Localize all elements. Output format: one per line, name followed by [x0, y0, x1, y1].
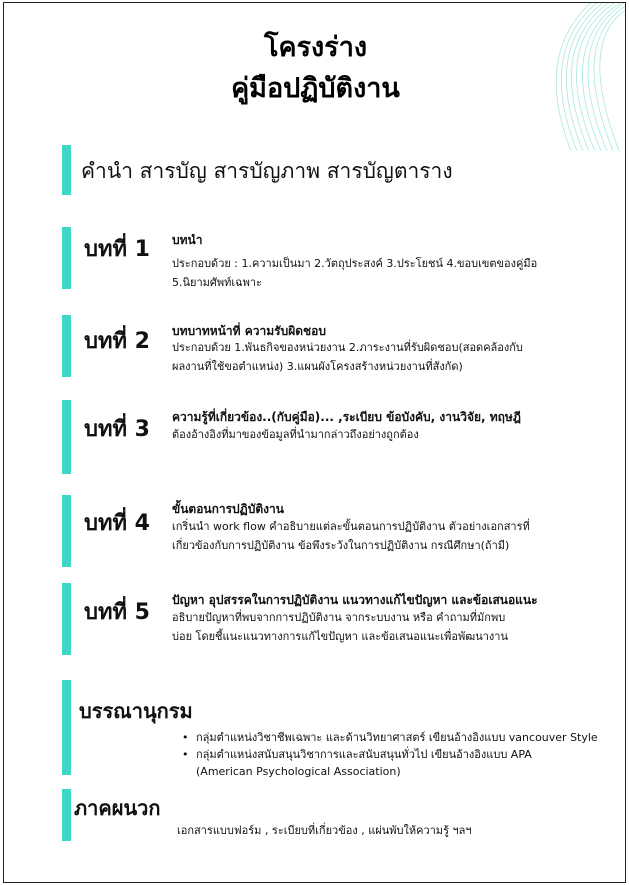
chapter-5-body-line: อธิบายปัญหาที่พบจากการปฏิบัติงาน จากระบบงาน หรือ คำถามที่มักพบ — [172, 611, 506, 624]
accent-bar-intro — [62, 145, 71, 195]
intro-heading: คำนำ สารบัญ สารบัญภาพ สารบัญตาราง — [81, 159, 453, 183]
chapter-4-body — [172, 517, 530, 555]
chapter-2-body-line: ประกอบด้วย 1.พันธกิจของหน่วยงาน 2.ภาระงานที่รับผิดชอบ(สอดคล้องกับ — [172, 341, 523, 354]
list-item — [182, 746, 598, 780]
page-title-line1: โครงร่าง — [263, 32, 368, 63]
bibliography-item-text: (American Psychological Association) — [196, 765, 401, 778]
chapter-5-title: ปัญหา อุปสรรคในการปฏิบัติงาน แนวทางแก้ไขปัญหา และข้อเสนอแนะ — [172, 593, 538, 607]
chapter-1-body-line: 5.นิยามศัพท์เฉพาะ — [172, 276, 262, 289]
bibliography-heading: บรรณานุกรม — [79, 699, 193, 723]
document-page — [3, 2, 626, 883]
chapter-4-number: บทที่ 4 — [84, 511, 150, 536]
chapter-3-body — [172, 425, 419, 444]
chapter-4-title: ขั้นตอนการปฏิบัติงาน — [172, 502, 284, 516]
chapter-5-body — [172, 608, 508, 646]
list-item — [182, 729, 598, 746]
chapter-4-body-line: เกี่ยวข้องกับการปฏิบัติงาน ข้อพึงระวังในการปฏิบัติงาน กรณีศึกษา(ถ้ามี) — [172, 539, 510, 552]
chapter-1-title: บทนำ — [172, 233, 203, 247]
chapter-2-number: บทที่ 2 — [84, 329, 150, 354]
bibliography-item-text: กลุ่มตำแหน่งวิชาชีพเฉพาะ และด้านวิทยาศาสตร์ เขียนอ้างอิงแบบ vancouver Style — [196, 731, 598, 744]
accent-bar-chapter-3 — [62, 400, 71, 474]
accent-bar-bibliography — [62, 680, 71, 775]
accent-bar-appendix — [62, 789, 71, 841]
chapter-2-body — [172, 338, 523, 376]
chapter-2-body-line: ผลงานที่ใช้ขอตำแหน่ง) 3.แผนผังโครงสร้างหน่วยงานที่สังกัด) — [172, 360, 463, 373]
accent-bar-chapter-1 — [62, 227, 71, 289]
accent-bar-chapter-5 — [62, 583, 71, 655]
accent-bar-chapter-4 — [62, 495, 71, 567]
chapter-1-number: บทที่ 1 — [84, 237, 150, 262]
appendix-body: เอกสารแบบฟอร์ม , ระเบียบที่เกี่ยวข้อง , แผ่นพับให้ความรู้ ฯลฯ — [177, 824, 472, 837]
chapter-5-body-line: บ่อย โดยชี้แนะแนวทางการแก้ไขปัญหา และข้อเสนอแนะเพื่อพัฒนางาน — [172, 630, 508, 643]
appendix-heading: ภาคผนวก — [74, 796, 161, 820]
bibliography-item-text: กลุ่มตำแหน่งสนับสนุนวิชาการและสนับสนุนทั่วไป เขียนอ้างอิงแบบ APA — [196, 748, 532, 761]
page-title-line2: คู่มือปฏิบัติงาน — [231, 73, 400, 104]
chapter-4-body-line: เกริ่นนำ work flow คำอธิบายแต่ละขั้นตอนการปฏิบัติงาน ตัวอย่างเอกสารที่ — [172, 520, 530, 533]
chapter-1-body-line: ประกอบด้วย : 1.ความเป็นมา 2.วัตถุประสงค์ 3.ประโยชน์ 4.ขอบเขตของคู่มือ — [172, 257, 538, 270]
chapter-3-body-line: ต้องอ้างอิงที่มาของข้อมูลที่นำมากล่าวถึงอย่างถูกต้อง — [172, 428, 419, 441]
chapter-2-title: บทบาทหน้าที่ ความรับผิดชอบ — [172, 324, 327, 338]
chapter-1-body — [172, 254, 537, 292]
accent-bar-chapter-2 — [62, 315, 71, 377]
chapter-3-title: ความรู้ที่เกี่ยวข้อง..(กับคู่มือ)... ,ระเบียบ ข้อบังคับ, งานวิจัย, ทฤษฎี — [172, 410, 521, 424]
chapter-3-number: บทที่ 3 — [84, 417, 150, 442]
bibliography-list — [182, 729, 598, 780]
chapter-5-number: บทที่ 5 — [84, 600, 150, 625]
